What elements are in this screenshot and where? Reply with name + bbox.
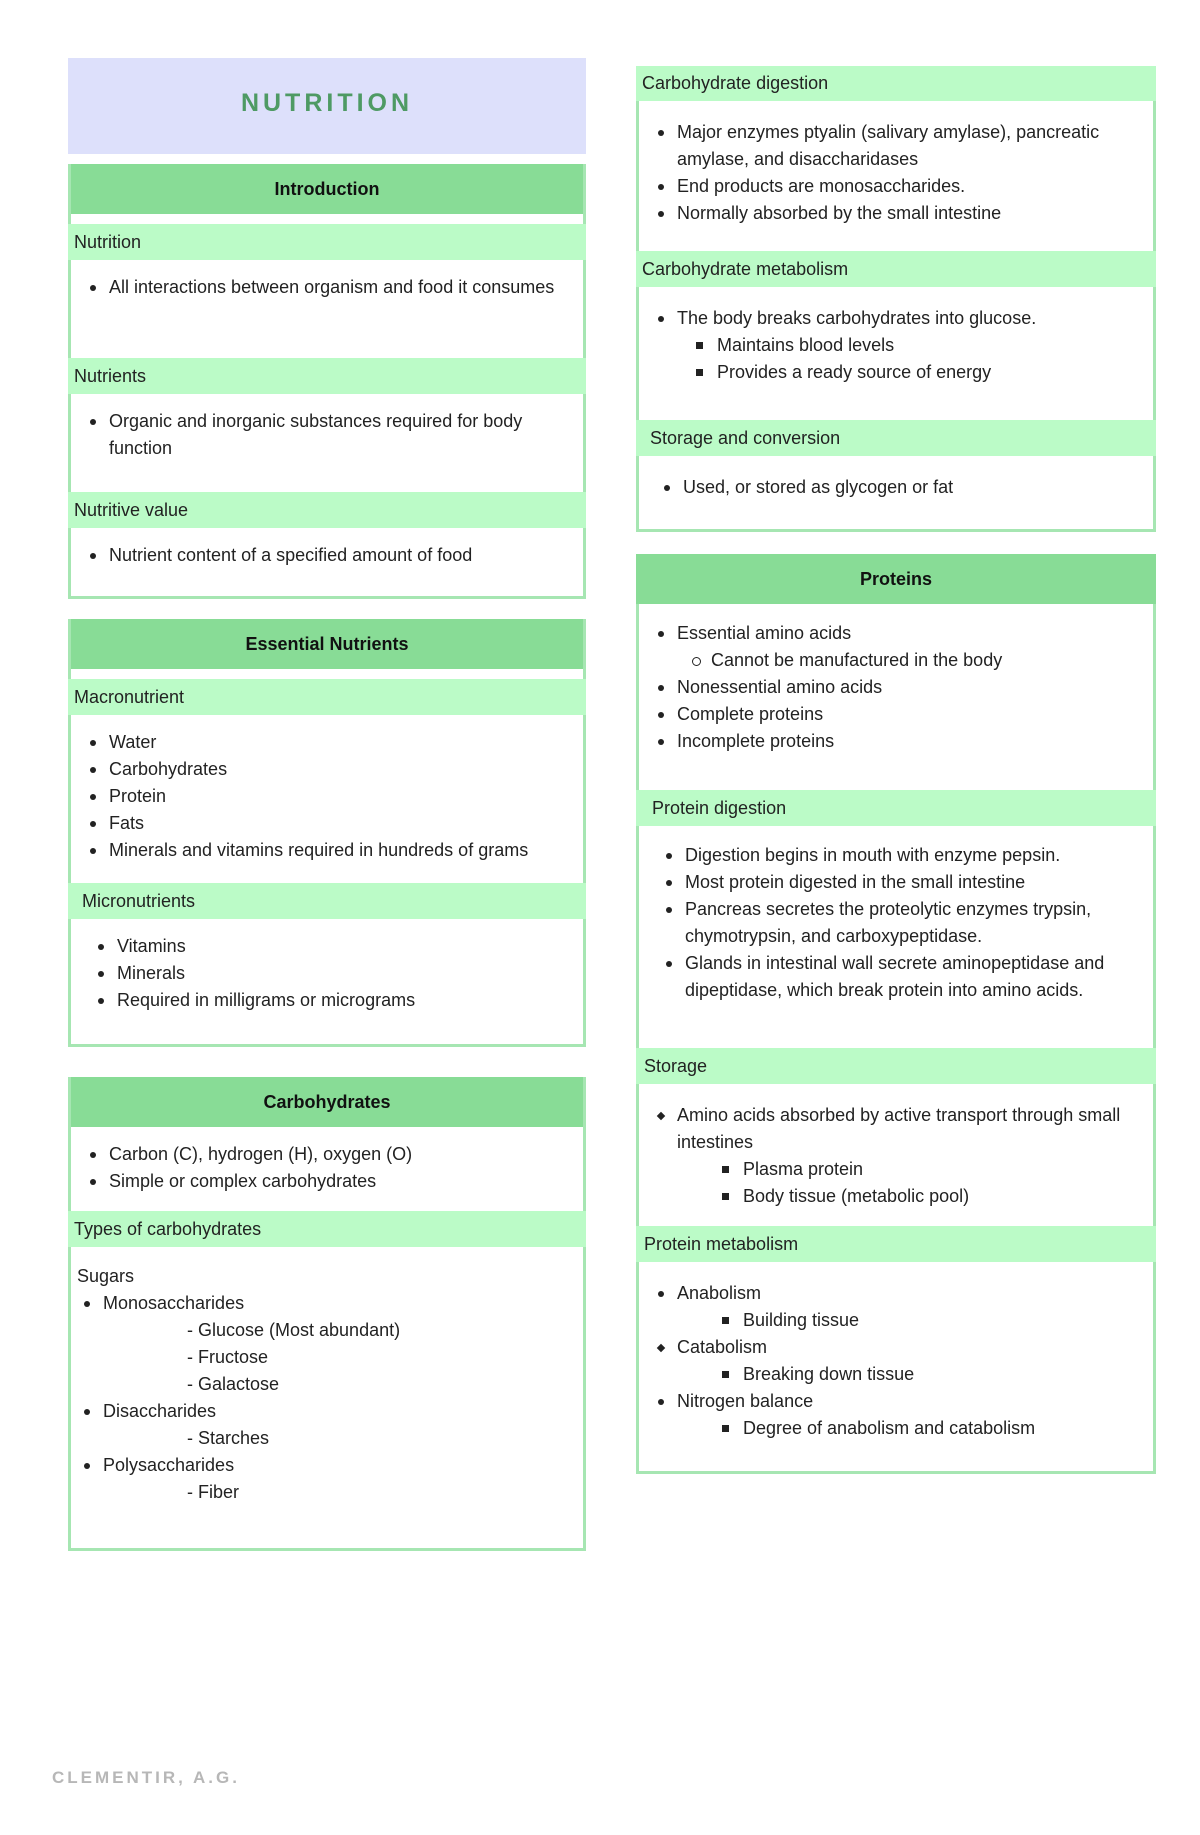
sub-item: - Fiber — [187, 1482, 240, 1502]
nitrogen-list — [651, 1388, 1143, 1415]
nutrients-label: Nutrients — [68, 358, 586, 394]
proteins-list — [651, 620, 1143, 647]
proteins-header: Proteins — [636, 554, 1156, 604]
introduction-card — [68, 164, 586, 599]
list-item: Amino acids absorbed by active transport through small intestines — [651, 1102, 1143, 1156]
list-item: Water — [83, 729, 573, 756]
list-item: Protein — [83, 783, 573, 810]
storage-sublist — [651, 1156, 1143, 1210]
disaccharides-list — [77, 1398, 573, 1425]
sub-item: - Fructose — [187, 1347, 269, 1367]
list-item: Provides a ready source of energy — [691, 359, 1143, 386]
list-item: Required in milligrams or micrograms — [91, 987, 573, 1014]
list-item: End products are monosaccharides. — [651, 173, 1143, 200]
macronutrient-list — [83, 729, 573, 864]
micronutrients-label: Micronutrients — [68, 883, 586, 919]
nutrients-list — [83, 408, 573, 462]
macronutrient-label: Macronutrient — [68, 679, 586, 715]
list-item: Breaking down tissue — [717, 1361, 1143, 1388]
title-box — [68, 58, 586, 154]
list-item: Glands in intestinal wall secrete aminopeptidase and dipeptidase, which break protein into amino acids. — [659, 950, 1143, 1004]
protein-metabolism-label: Protein metabolism — [636, 1226, 1156, 1262]
proteins-sublist — [651, 647, 1143, 674]
nutrition-list — [83, 274, 573, 301]
storage-list — [651, 1102, 1143, 1156]
list-item: Monosaccharides — [77, 1290, 573, 1317]
list-item: Body tissue (metabolic pool) — [717, 1183, 1143, 1210]
list-item: Major enzymes ptyalin (salivary amylase), pancreatic amylase, and disaccharidases — [651, 119, 1143, 173]
list-item: Essential amino acids — [651, 620, 1143, 647]
introduction-header: Introduction — [71, 164, 583, 214]
carbohydrate-metabolism-list — [651, 305, 1143, 332]
anabolism-sublist — [651, 1307, 1143, 1334]
carbohydrate-digestion-list — [651, 119, 1143, 227]
storage-and-conversion-list — [657, 474, 1143, 501]
list-item: Degree of anabolism and catabolism — [717, 1415, 1143, 1442]
sub-item: - Starches — [187, 1428, 270, 1448]
list-item: Building tissue — [717, 1307, 1143, 1334]
list-item: Plasma protein — [717, 1156, 1143, 1183]
list-item: Carbon (C), hydrogen (H), oxygen (O) — [83, 1141, 573, 1168]
list-item: Disaccharides — [77, 1398, 573, 1425]
list-item: Polysaccharides — [77, 1452, 573, 1479]
list-item: Simple or complex carbohydrates — [83, 1168, 573, 1195]
carbohydrate-metabolism-label: Carbohydrate metabolism — [636, 251, 1156, 287]
nutrition-label: Nutrition — [68, 224, 586, 260]
list-item: Fats — [83, 810, 573, 837]
storage-and-conversion-label: Storage and conversion — [636, 420, 1156, 456]
list-item: The body breaks carbohydrates into glucose. — [651, 305, 1143, 332]
list-item: Anabolism — [651, 1280, 1143, 1307]
list-item: All interactions between organism and food it consumes — [83, 274, 573, 301]
list-item: Maintains blood levels — [691, 332, 1143, 359]
carbohydrate-metabolism-sublist — [651, 332, 1143, 386]
sub-item: - Glucose (Most abundant) — [187, 1320, 401, 1340]
list-item: Nonessential amino acids — [651, 674, 1143, 701]
carbohydrates-header: Carbohydrates — [71, 1077, 583, 1127]
carbohydrate-digestion-label: Carbohydrate digestion — [636, 66, 1156, 101]
essential-nutrients-card — [68, 619, 586, 1047]
list-item: Vitamins — [91, 933, 573, 960]
list-item: Pancreas secretes the proteolytic enzymes trypsin, chymotrypsin, and carboxypeptidase. — [659, 896, 1143, 950]
carbohydrate-digestion-card — [636, 66, 1156, 532]
list-item: Most protein digested in the small intestine — [659, 869, 1143, 896]
protein-metabolism-list — [651, 1280, 1143, 1307]
proteins-card — [636, 554, 1156, 1474]
essential-nutrients-header: Essential Nutrients — [71, 619, 583, 669]
protein-digestion-list — [659, 842, 1143, 1004]
left-column — [68, 58, 586, 1551]
page-title: NUTRITION — [240, 88, 414, 117]
nutritive-value-list — [83, 542, 573, 569]
list-item: Nutrient content of a specified amount of food — [83, 542, 573, 569]
list-item: Minerals — [91, 960, 573, 987]
polysaccharides-list — [77, 1452, 573, 1479]
sugars-label: Sugars — [77, 1266, 135, 1286]
carbohydrates-card — [68, 1077, 586, 1551]
list-item: Minerals and vitamins required in hundreds of grams — [83, 837, 573, 864]
list-item: Incomplete proteins — [651, 728, 1143, 755]
list-item: Carbohydrates — [83, 756, 573, 783]
list-item: Catabolism — [651, 1334, 1143, 1361]
list-item: Complete proteins — [651, 701, 1143, 728]
catabolism-sublist — [651, 1361, 1143, 1388]
list-item: Organic and inorganic substances required for body function — [83, 408, 573, 462]
protein-digestion-label: Protein digestion — [636, 790, 1156, 826]
nutritive-value-label: Nutritive value — [68, 492, 586, 528]
list-item: Digestion begins in mouth with enzyme pepsin. — [659, 842, 1143, 869]
list-item: Used, or stored as glycogen or fat — [657, 474, 1143, 501]
list-item: Normally absorbed by the small intestine — [651, 200, 1143, 227]
catabolism-list — [651, 1334, 1143, 1361]
proteins-list-rest — [651, 674, 1143, 755]
list-item: Cannot be manufactured in the body — [685, 647, 1143, 674]
nitrogen-sublist — [651, 1415, 1143, 1442]
types-of-carbohydrates-label: Types of carbohydrates — [68, 1211, 586, 1247]
right-column — [636, 66, 1156, 1474]
storage-label: Storage — [636, 1048, 1156, 1084]
micronutrients-list — [91, 933, 573, 1014]
sub-item: - Galactose — [187, 1374, 280, 1394]
carbohydrates-list — [83, 1141, 573, 1195]
list-item: Nitrogen balance — [651, 1388, 1143, 1415]
author-footer: CLEMENTIR, A.G. — [52, 1768, 240, 1787]
sugars-list — [77, 1290, 573, 1317]
